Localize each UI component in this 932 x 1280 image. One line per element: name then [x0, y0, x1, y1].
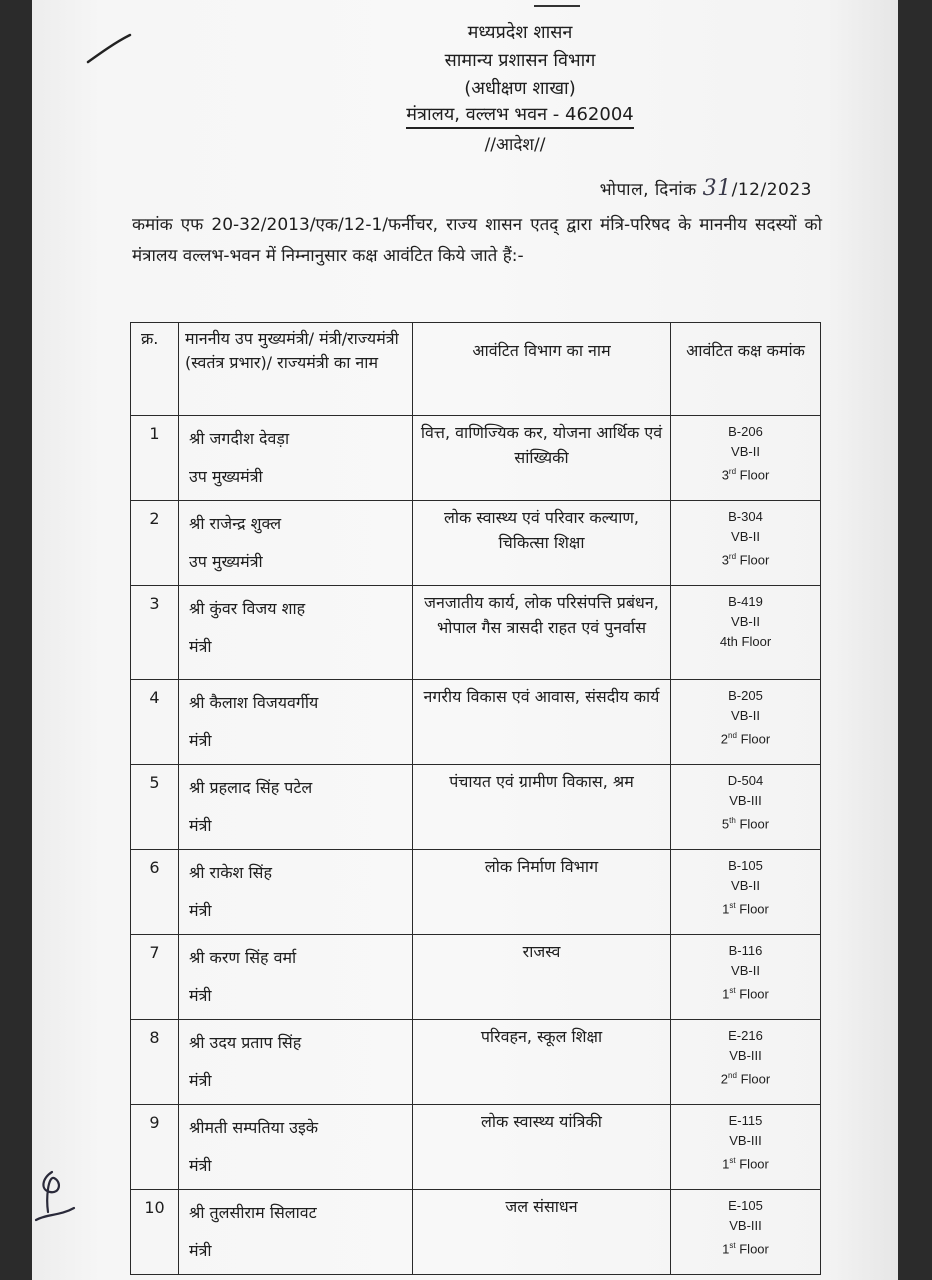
cell-serial: 3 — [131, 586, 179, 680]
cell-minister — [179, 1105, 413, 1190]
cell-serial: 9 — [131, 1105, 179, 1190]
building-code: VB-II — [731, 708, 760, 723]
minister-designation: उप मुख्यमंत्री — [189, 467, 263, 486]
floor-label — [677, 632, 814, 652]
floor-label — [677, 981, 814, 1004]
table-row — [131, 416, 821, 501]
floor-word: Floor — [739, 901, 769, 917]
floor-number: 5 — [721, 816, 730, 832]
building-code: VB-III — [729, 1218, 762, 1233]
room-number: E-216 — [728, 1028, 763, 1043]
top-edge-mark — [532, 0, 582, 8]
table-row — [131, 680, 821, 765]
room-allocation-table — [130, 322, 821, 1275]
minister-name: श्री कैलाश विजयवर्गीय — [189, 693, 319, 712]
building-code: VB-II — [731, 878, 760, 893]
floor-word: Floor — [739, 986, 769, 1002]
cell-minister — [179, 850, 413, 935]
minister-name: श्री उदय प्रताप सिंह — [189, 1033, 302, 1052]
cell-serial: 1 — [131, 416, 179, 501]
building-code: VB-II — [731, 614, 760, 629]
floor-number: 4th — [719, 634, 738, 649]
cell-department: लोक स्वास्थ्य एवं परिवार कल्याण, चिकित्सा शिक्षा — [413, 501, 671, 586]
table-row — [131, 501, 821, 586]
cell-minister — [179, 1190, 413, 1275]
cell-department: परिवहन, स्कूल शिक्षा — [413, 1020, 671, 1105]
room-number: B-419 — [728, 594, 763, 609]
minister-designation: मंत्री — [189, 1241, 212, 1260]
minister-name: श्री जगदीश देवड़ा — [189, 429, 290, 448]
floor-word: Floor — [739, 552, 770, 568]
order-date — [600, 176, 812, 201]
cell-serial: 5 — [131, 765, 179, 850]
document-page — [32, 0, 898, 1280]
minister-name: श्री कुंवर विजय शाह — [189, 599, 306, 618]
minister-designation: मंत्री — [189, 1071, 212, 1090]
cell-minister — [179, 765, 413, 850]
floor-suffix: st — [729, 986, 736, 995]
floor-word: Floor — [739, 816, 770, 832]
minister-designation: मंत्री — [189, 1156, 212, 1175]
minister-designation: मंत्री — [189, 816, 212, 835]
floor-label — [677, 1151, 814, 1174]
minister-designation: मंत्री — [189, 731, 212, 750]
room-number: B-304 — [728, 509, 763, 524]
minister-name: श्री राकेश सिंह — [189, 863, 272, 882]
date-day-handwritten: 31 — [702, 176, 732, 201]
building-code: VB-III — [729, 1048, 762, 1063]
room-number: B-105 — [728, 858, 763, 873]
cell-room — [671, 501, 821, 586]
floor-suffix: st — [729, 1241, 736, 1250]
floor-number: 1 — [722, 986, 730, 1002]
floor-word: Floor — [739, 1156, 769, 1172]
cell-department: पंचायत एवं ग्रामीण विकास, श्रम — [413, 765, 671, 850]
floor-suffix: nd — [728, 731, 737, 740]
floor-label — [677, 1066, 814, 1089]
cell-room — [671, 1190, 821, 1275]
table-row — [131, 850, 821, 935]
floor-suffix: nd — [728, 1071, 737, 1080]
cell-room — [671, 586, 821, 680]
cell-minister — [179, 416, 413, 501]
cell-department: जनजातीय कार्य, लोक परिसंपत्ति प्रबंधन, भोपाल गैस त्रासदी राहत एवं पुनर्वास — [413, 586, 671, 680]
building-code: VB-III — [729, 1133, 762, 1148]
minister-designation: उप मुख्यमंत्री — [189, 552, 263, 571]
header-address-text: मंत्रालय, वल्लभ भवन - 462004 — [406, 104, 633, 129]
floor-label — [677, 462, 814, 485]
room-number: D-504 — [727, 773, 764, 788]
building-code: VB-II — [731, 529, 760, 544]
floor-label — [677, 1236, 814, 1259]
cell-department: नगरीय विकास एवं आवास, संसदीय कार्य — [413, 680, 671, 765]
header-address — [32, 102, 898, 126]
header-state-govt: मध्यप्रदेश शासन — [467, 22, 573, 43]
floor-number: 1 — [722, 1241, 730, 1257]
floor-label — [677, 811, 814, 834]
cell-room — [671, 850, 821, 935]
cell-room — [671, 1020, 821, 1105]
cell-department: जल संसाधन — [413, 1190, 671, 1275]
date-prefix: भोपाल, दिनांक — [599, 180, 697, 200]
floor-word: Floor — [739, 467, 770, 483]
minister-name: श्रीमती सम्पतिया उइके — [189, 1118, 319, 1137]
header-department: सामान्य प्रशासन विभाग — [444, 50, 596, 71]
cell-minister — [179, 1020, 413, 1105]
room-number: B-206 — [728, 424, 763, 439]
cell-minister — [179, 501, 413, 586]
cell-serial: 6 — [131, 850, 179, 935]
floor-word: Floor — [739, 1241, 769, 1257]
building-code: VB-II — [731, 444, 760, 459]
order-paragraph: कमांक एफ 20-32/2013/एक/12-1/फर्नीचर, राज्य शासन एतद् द्वारा मंत्रि-परिषद के माननीय सदस्यों को मंत्रालय वल्लभ-भवन में निम्नानुसार कक्ष आवंटित किये जाते हैं:- — [132, 215, 822, 266]
cell-serial: 4 — [131, 680, 179, 765]
floor-word: Floor — [740, 731, 771, 747]
floor-label — [677, 726, 814, 749]
initials-signature — [32, 1168, 78, 1228]
minister-name: श्री राजेन्द्र शुक्ल — [189, 514, 282, 533]
minister-designation: मंत्री — [189, 901, 212, 920]
cell-room — [671, 1105, 821, 1190]
floor-number: 3 — [721, 552, 729, 568]
cell-serial: 7 — [131, 935, 179, 1020]
header-room-number: आवंटित कक्ष कमांक — [671, 323, 821, 416]
date-month-year: /12/2023 — [731, 180, 812, 200]
floor-number: 2 — [720, 1071, 729, 1087]
floor-suffix: st — [729, 1156, 736, 1165]
floor-word: Floor — [740, 1071, 771, 1087]
cell-room — [671, 765, 821, 850]
cell-room — [671, 935, 821, 1020]
room-number: B-205 — [728, 688, 763, 703]
cell-room — [671, 416, 821, 501]
room-number: B-116 — [728, 943, 763, 958]
cell-serial: 2 — [131, 501, 179, 586]
table-row — [131, 1105, 821, 1190]
floor-number: 1 — [722, 901, 730, 917]
minister-name: श्री करण सिंह वर्मा — [189, 948, 297, 967]
floor-suffix: st — [729, 901, 736, 910]
cell-room — [671, 680, 821, 765]
cell-minister — [179, 680, 413, 765]
building-code: VB-III — [729, 793, 762, 808]
table-row — [131, 935, 821, 1020]
floor-word: Floor — [741, 634, 772, 649]
floor-label — [677, 896, 814, 919]
cell-serial: 10 — [131, 1190, 179, 1275]
floor-suffix: th — [729, 816, 736, 825]
room-number: E-105 — [728, 1198, 763, 1213]
header-serial: क्र. — [131, 323, 179, 416]
minister-designation: मंत्री — [189, 637, 212, 656]
table-row — [131, 765, 821, 850]
table-row — [131, 586, 821, 680]
minister-designation: मंत्री — [189, 986, 212, 1005]
room-number: E-115 — [728, 1113, 763, 1128]
minister-name: श्री तुलसीराम सिलावट — [189, 1203, 317, 1222]
cell-department: राजस्व — [413, 935, 671, 1020]
table-row — [131, 1020, 821, 1105]
table-row — [131, 1190, 821, 1275]
cell-minister — [179, 586, 413, 680]
cell-department: लोक स्वास्थ्य यांत्रिकी — [413, 1105, 671, 1190]
building-code: VB-II — [731, 963, 760, 978]
floor-label — [677, 547, 814, 570]
minister-name: श्री प्रहलाद सिंह पटेल — [189, 778, 313, 797]
cell-serial: 8 — [131, 1020, 179, 1105]
header-minister-name: माननीय उप मुख्यमंत्री/ मंत्री/राज्यमंत्री (स्वतंत्र प्रभार)/ राज्यमंत्री का नाम — [179, 323, 413, 416]
cell-department: लोक निर्माण विभाग — [413, 850, 671, 935]
floor-number: 2 — [720, 731, 729, 747]
header-department: आवंटित विभाग का नाम — [413, 323, 671, 416]
table-header-row — [131, 323, 821, 416]
floor-suffix: rd — [728, 552, 737, 561]
floor-number: 3 — [721, 467, 729, 483]
order-title: //आदेश// — [484, 135, 546, 155]
header-branch: (अधीक्षण शाखा) — [464, 78, 576, 99]
cell-department: वित्त, वाणिज्यिक कर, योजना आर्थिक एवं सांख्यिकी — [413, 416, 671, 501]
floor-suffix: rd — [728, 467, 737, 476]
floor-number: 1 — [722, 1156, 730, 1172]
cell-minister — [179, 935, 413, 1020]
